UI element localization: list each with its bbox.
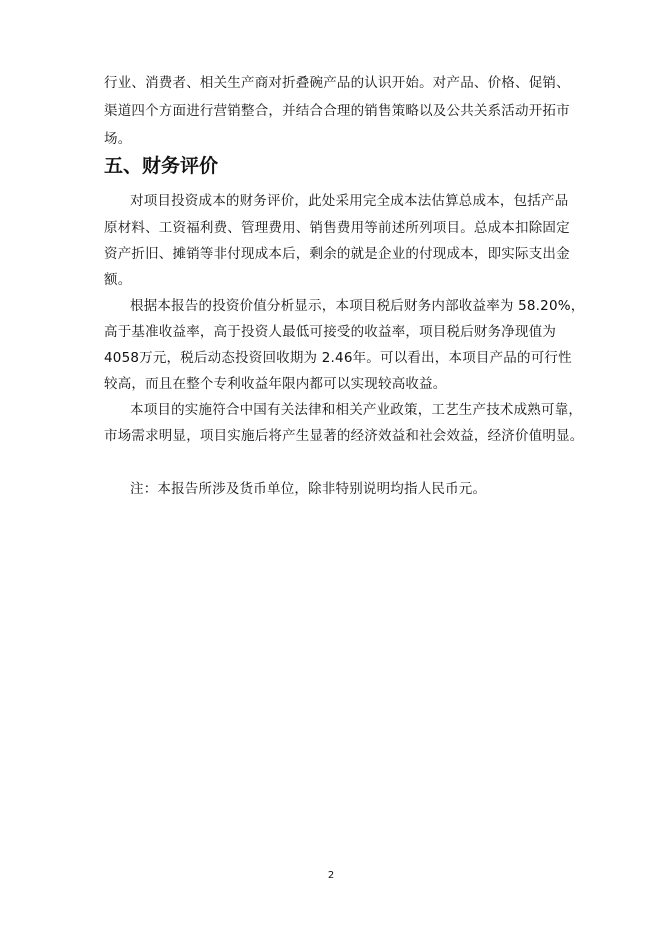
paragraph1-line-2: 原材料、工资福利费、管理费用、销售费用等前述所列项目。总成本扣除固定: [104, 220, 570, 236]
paragraph1-line-3: 资产折旧、摊销等非付现成本后，剩余的就是企业的付现成本，即实际支出金: [104, 246, 570, 262]
paragraph2-line-2: 高于基准收益率，高于投资人最低可接受的收益率，项目税后财务净现值为: [104, 324, 557, 340]
paragraph3-line-1: 本项目的实施符合中国有关法律和相关产业政策，工艺生产技术成熟可靠，: [130, 402, 583, 418]
paragraph2-line-1: 根据本报告的投资价值分析显示，本项目税后财务内部收益率为 58.20%，: [130, 298, 585, 314]
intro-line-3: 场。: [104, 131, 132, 147]
paragraph3-line-2: 市场需求明显，项目实施后将产生显著的经济效益和社会效益，经济价值明显。: [104, 428, 584, 444]
paragraph2-line-4: 较高，而且在整个专利收益年限内都可以实现较高收益。: [104, 376, 447, 392]
section-heading: 五、财务评价: [104, 155, 219, 177]
intro-line-2: 渠道四个方面进行营销整合，并结合合理的销售策略以及公共关系活动开拓市: [104, 103, 570, 119]
paragraph1-line-4: 额。: [104, 272, 132, 288]
intro-line-1: 行业、消费者、相关生产商对折叠碗产品的认识开始。对产品、价格、促销、: [104, 75, 570, 91]
paragraph1-line-1: 对项目投资成本的财务评价，此处采用完全成本法估算总成本，包括产品: [130, 193, 569, 209]
page-number: 2: [327, 870, 335, 881]
paragraph2-line-3: 4058万元，税后动态投资回收期为 2.46年。可以看出，本项目产品的可行性: [104, 350, 572, 366]
currency-note: 注：本报告所涉及货币单位，除非特别说明均指人民币元。: [130, 481, 487, 497]
